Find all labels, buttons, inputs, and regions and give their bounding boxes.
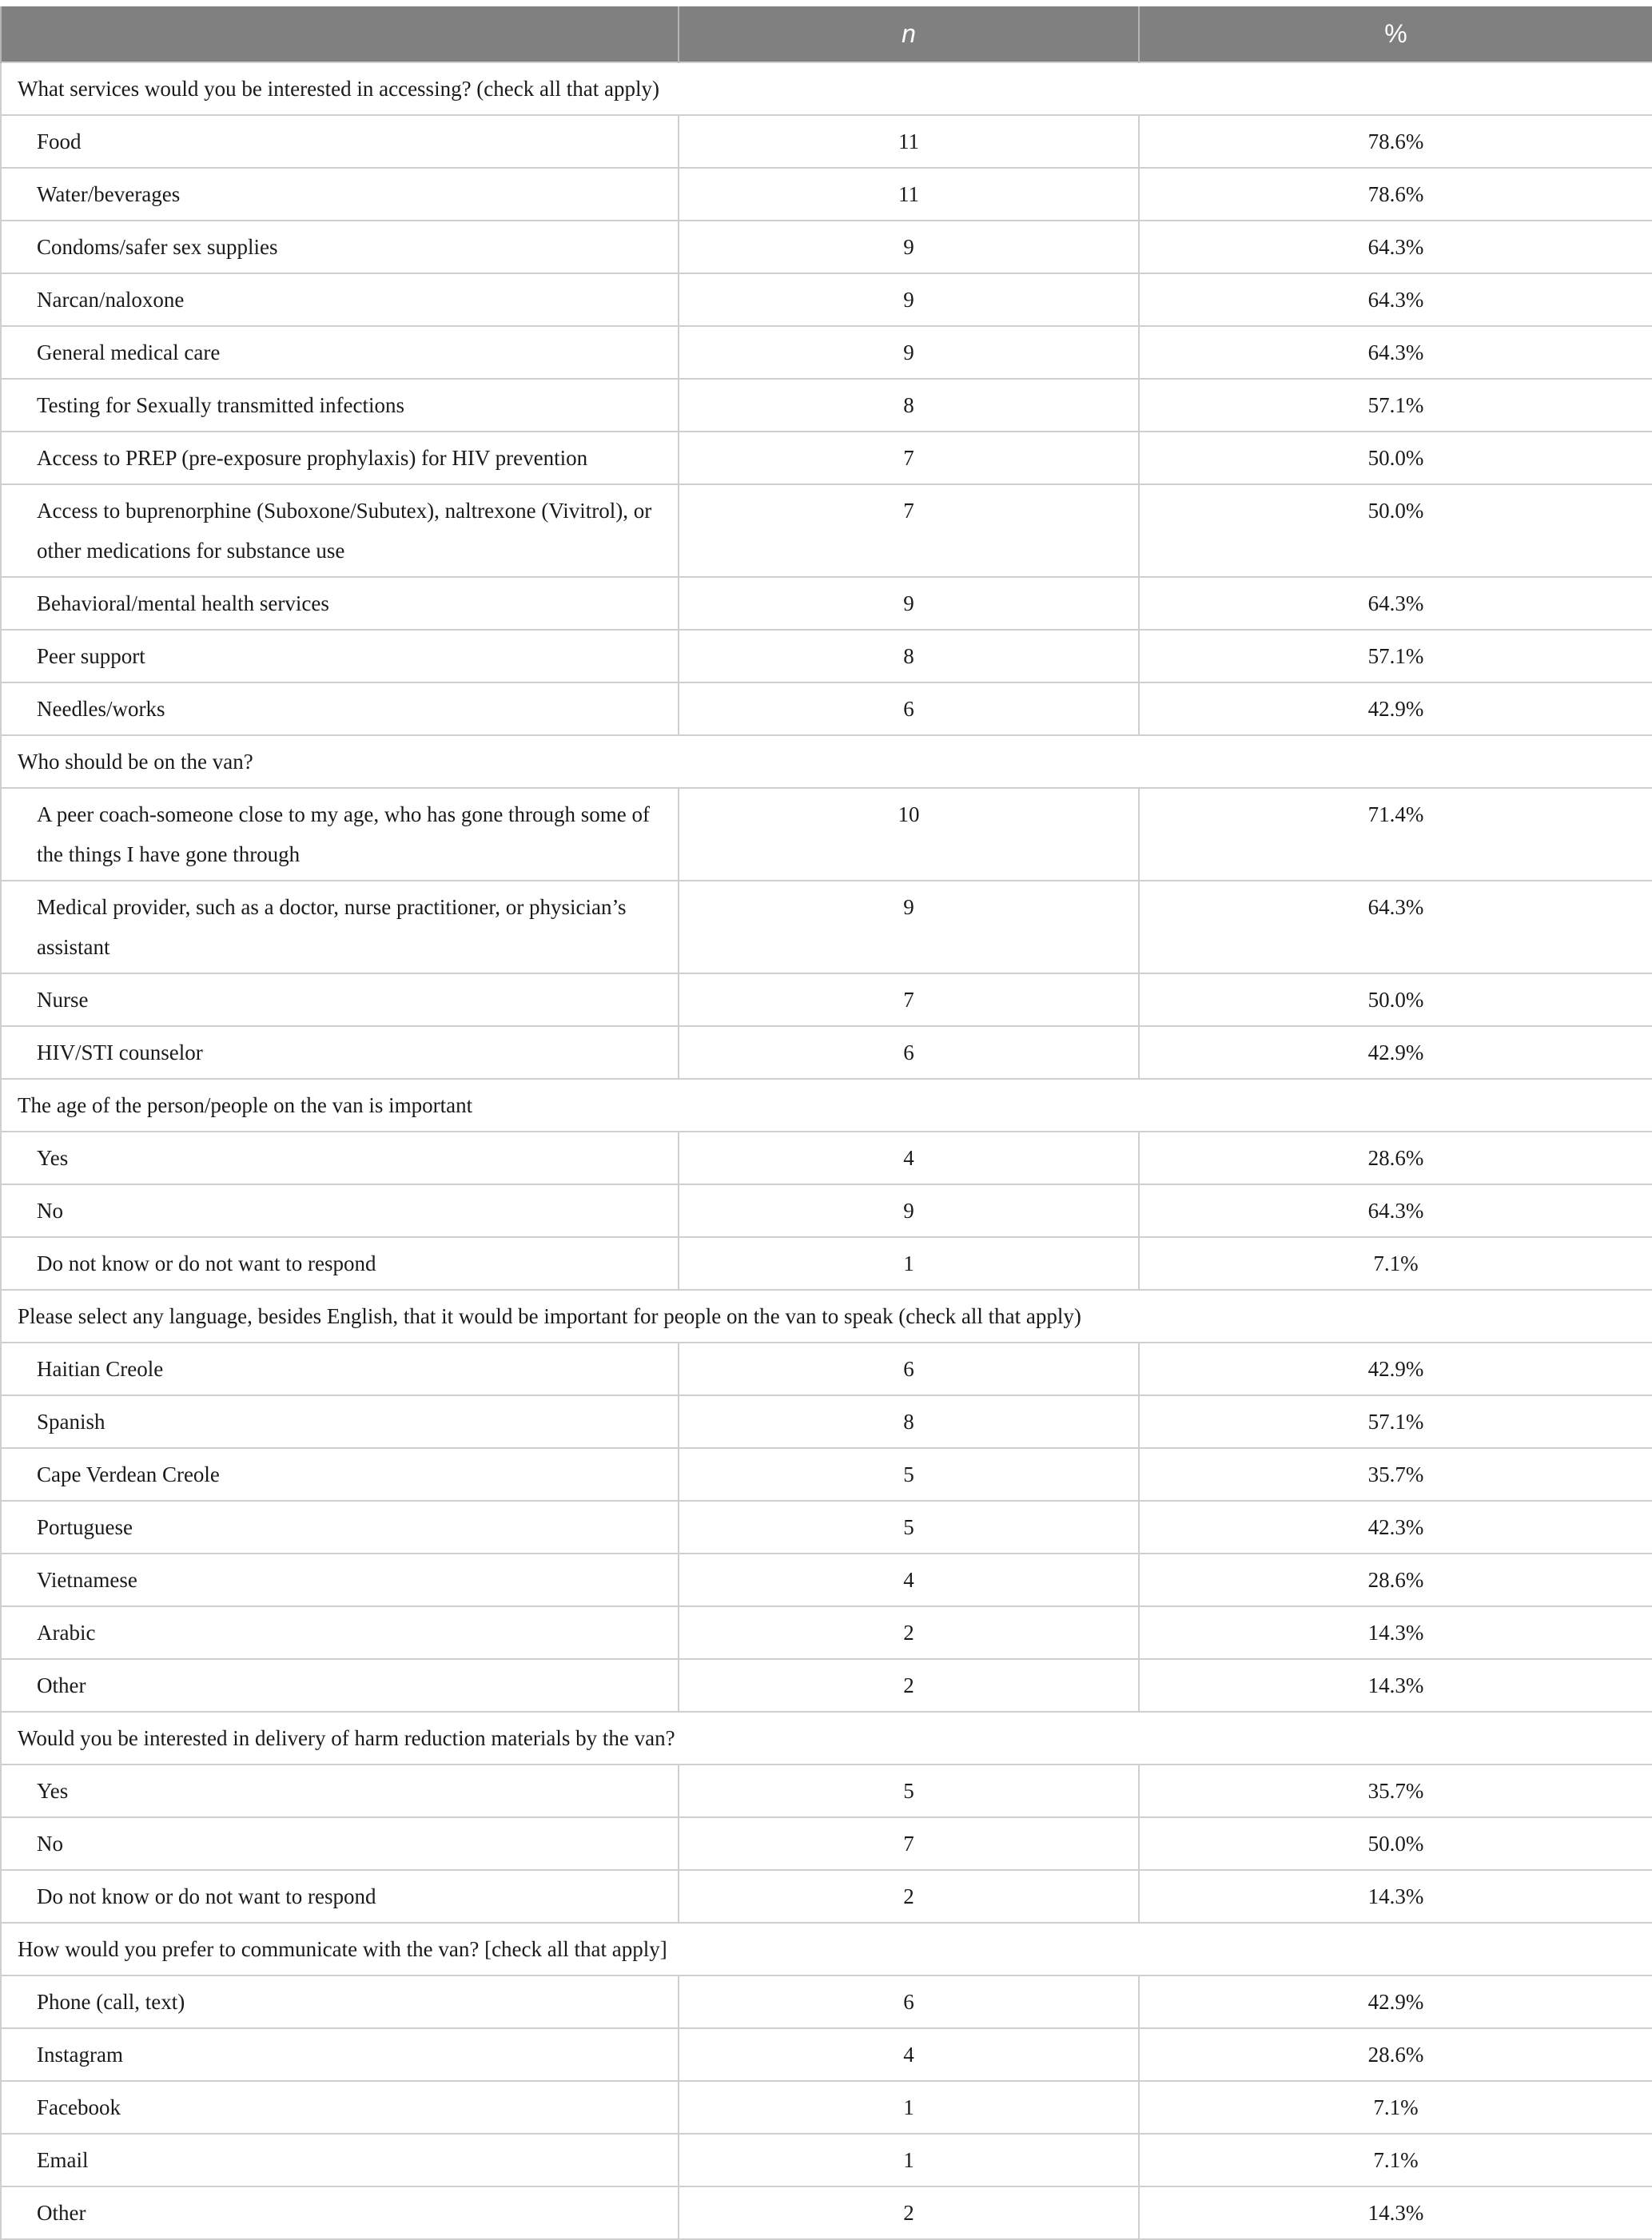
row-label: Nurse	[1, 973, 679, 1026]
row-percent: 28.6%	[1139, 1554, 1652, 1606]
row-label: Phone (call, text)	[1, 1975, 679, 2028]
table-row	[1, 881, 1652, 973]
table-row	[1, 2134, 1652, 2186]
survey-table-container	[0, 6, 1652, 2240]
row-percent: 28.6%	[1139, 2028, 1652, 2081]
row-label: General medical care	[1, 326, 679, 379]
row-percent: 14.3%	[1139, 1659, 1652, 1712]
row-count: 5	[679, 1765, 1139, 1817]
row-count: 2	[679, 1870, 1139, 1923]
row-percent: 14.3%	[1139, 2186, 1652, 2239]
table-row	[1, 221, 1652, 273]
row-count: 8	[679, 630, 1139, 682]
row-count: 7	[679, 484, 1139, 577]
row-label: Facebook	[1, 2081, 679, 2134]
row-percent: 7.1%	[1139, 1237, 1652, 1290]
table-row	[1, 326, 1652, 379]
row-percent: 14.3%	[1139, 1870, 1652, 1923]
table-row	[1, 1395, 1652, 1448]
section-header-row	[1, 1712, 1652, 1765]
row-label: Water/beverages	[1, 168, 679, 221]
table-row	[1, 2028, 1652, 2081]
section-title: What services would you be interested in accessing? (check all that apply)	[1, 62, 1652, 115]
row-label: Arabic	[1, 1606, 679, 1659]
header-item	[1, 6, 679, 62]
section-title: How would you prefer to communicate with the van? [check all that apply]	[1, 1923, 1652, 1975]
row-count: 5	[679, 1448, 1139, 1501]
row-label: Condoms/safer sex supplies	[1, 221, 679, 273]
row-count: 4	[679, 2028, 1139, 2081]
row-count: 4	[679, 1554, 1139, 1606]
row-label: Needles/works	[1, 682, 679, 735]
table-row	[1, 1501, 1652, 1554]
section-title: The age of the person/people on the van is important	[1, 1079, 1652, 1132]
row-count: 9	[679, 881, 1139, 973]
row-percent: 42.9%	[1139, 1343, 1652, 1395]
table-row	[1, 1870, 1652, 1923]
row-label: Email	[1, 2134, 679, 2186]
row-label: Portuguese	[1, 1501, 679, 1554]
table-row	[1, 2186, 1652, 2239]
row-count: 5	[679, 1501, 1139, 1554]
row-percent: 57.1%	[1139, 379, 1652, 432]
row-label: Other	[1, 1659, 679, 1712]
row-label: No	[1, 1184, 679, 1237]
row-percent: 42.3%	[1139, 1501, 1652, 1554]
row-label: Narcan/naloxone	[1, 273, 679, 326]
row-percent: 78.6%	[1139, 115, 1652, 168]
row-percent: 64.3%	[1139, 881, 1652, 973]
table-row	[1, 273, 1652, 326]
row-percent: 57.1%	[1139, 630, 1652, 682]
row-count: 6	[679, 1343, 1139, 1395]
table-row	[1, 2081, 1652, 2134]
table-row	[1, 788, 1652, 881]
section-header-row	[1, 735, 1652, 788]
row-label: Do not know or do not want to respond	[1, 1237, 679, 1290]
table-body	[1, 62, 1652, 2239]
table-row	[1, 484, 1652, 577]
row-count: 4	[679, 1132, 1139, 1184]
row-percent: 50.0%	[1139, 432, 1652, 484]
row-label: Instagram	[1, 2028, 679, 2081]
row-label: HIV/STI counselor	[1, 1026, 679, 1079]
row-count: 9	[679, 577, 1139, 630]
row-percent: 50.0%	[1139, 973, 1652, 1026]
row-percent: 64.3%	[1139, 326, 1652, 379]
table-row	[1, 1448, 1652, 1501]
table-row	[1, 115, 1652, 168]
row-percent: 71.4%	[1139, 788, 1652, 881]
table-row	[1, 1765, 1652, 1817]
row-count: 2	[679, 1659, 1139, 1712]
table-row	[1, 1554, 1652, 1606]
row-count: 9	[679, 273, 1139, 326]
table-row	[1, 432, 1652, 484]
row-label: Cape Verdean Creole	[1, 1448, 679, 1501]
section-header-row	[1, 1923, 1652, 1975]
section-header-row	[1, 1079, 1652, 1132]
survey-table	[0, 6, 1652, 2240]
table-row	[1, 682, 1652, 735]
header-n-label: n	[902, 19, 916, 48]
row-percent: 64.3%	[1139, 273, 1652, 326]
row-count: 6	[679, 682, 1139, 735]
row-percent: 57.1%	[1139, 1395, 1652, 1448]
row-label: Vietnamese	[1, 1554, 679, 1606]
row-count: 6	[679, 1975, 1139, 2028]
row-percent: 7.1%	[1139, 2081, 1652, 2134]
table-row	[1, 379, 1652, 432]
row-count: 7	[679, 973, 1139, 1026]
row-percent: 42.9%	[1139, 1026, 1652, 1079]
row-label: Peer support	[1, 630, 679, 682]
table-header	[1, 6, 1652, 62]
row-label: Do not know or do not want to respond	[1, 1870, 679, 1923]
section-title: Who should be on the van?	[1, 735, 1652, 788]
row-percent: 7.1%	[1139, 2134, 1652, 2186]
table-row	[1, 1184, 1652, 1237]
row-count: 8	[679, 379, 1139, 432]
row-percent: 78.6%	[1139, 168, 1652, 221]
table-row	[1, 1817, 1652, 1870]
row-label: Testing for Sexually transmitted infections	[1, 379, 679, 432]
section-title: Would you be interested in delivery of harm reduction materials by the van?	[1, 1712, 1652, 1765]
row-count: 1	[679, 2134, 1139, 2186]
row-label: Other	[1, 2186, 679, 2239]
section-title: Please select any language, besides English, that it would be important for people on the van to speak (check all that apply)	[1, 1290, 1652, 1343]
row-percent: 64.3%	[1139, 1184, 1652, 1237]
row-label: Medical provider, such as a doctor, nurse practitioner, or physician’s assistant	[1, 881, 679, 973]
row-count: 2	[679, 2186, 1139, 2239]
row-count: 10	[679, 788, 1139, 881]
table-row	[1, 1975, 1652, 2028]
row-count: 9	[679, 1184, 1139, 1237]
table-row	[1, 630, 1652, 682]
row-label: Food	[1, 115, 679, 168]
row-label: Access to buprenorphine (Suboxone/Subutex), naltrexone (Vivitrol), or other medications for substance use	[1, 484, 679, 577]
row-count: 6	[679, 1026, 1139, 1079]
row-count: 1	[679, 2081, 1139, 2134]
row-label: Spanish	[1, 1395, 679, 1448]
row-percent: 42.9%	[1139, 1975, 1652, 2028]
row-percent: 50.0%	[1139, 1817, 1652, 1870]
row-count: 8	[679, 1395, 1139, 1448]
row-count: 7	[679, 432, 1139, 484]
row-label: No	[1, 1817, 679, 1870]
table-row	[1, 1026, 1652, 1079]
row-percent: 35.7%	[1139, 1448, 1652, 1501]
section-header-row	[1, 62, 1652, 115]
table-row	[1, 168, 1652, 221]
table-row	[1, 1237, 1652, 1290]
row-percent: 42.9%	[1139, 682, 1652, 735]
row-count: 2	[679, 1606, 1139, 1659]
table-row	[1, 1132, 1652, 1184]
row-label: A peer coach-someone close to my age, who has gone through some of the things I have gone through	[1, 788, 679, 881]
row-label: Haitian Creole	[1, 1343, 679, 1395]
row-count: 11	[679, 168, 1139, 221]
table-row	[1, 1606, 1652, 1659]
row-percent: 50.0%	[1139, 484, 1652, 577]
row-count: 11	[679, 115, 1139, 168]
row-percent: 64.3%	[1139, 577, 1652, 630]
row-label: Yes	[1, 1132, 679, 1184]
row-label: Access to PREP (pre-exposure prophylaxis) for HIV prevention	[1, 432, 679, 484]
row-percent: 64.3%	[1139, 221, 1652, 273]
row-count: 9	[679, 221, 1139, 273]
row-label: Yes	[1, 1765, 679, 1817]
row-percent: 35.7%	[1139, 1765, 1652, 1817]
table-row	[1, 973, 1652, 1026]
header-n	[679, 6, 1139, 62]
row-count: 7	[679, 1817, 1139, 1870]
row-percent: 14.3%	[1139, 1606, 1652, 1659]
section-header-row	[1, 1290, 1652, 1343]
header-percent: %	[1139, 6, 1652, 62]
table-row	[1, 577, 1652, 630]
table-row	[1, 1343, 1652, 1395]
row-percent: 28.6%	[1139, 1132, 1652, 1184]
row-count: 1	[679, 1237, 1139, 1290]
table-row	[1, 1659, 1652, 1712]
row-count: 9	[679, 326, 1139, 379]
row-label: Behavioral/mental health services	[1, 577, 679, 630]
